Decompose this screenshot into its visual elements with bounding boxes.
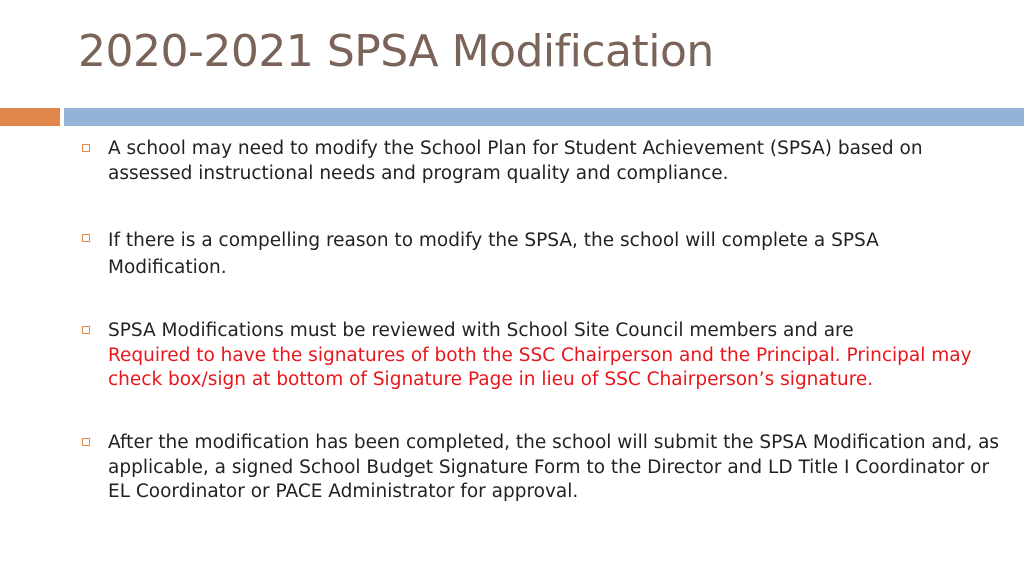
bullet-text: After the modification has been completed, the school will submit the SPSA Modification and, as applicable, a signed School Budget Signature Form to the Director and LD Title I Coordinator or EL Coordinator or PACE Administrator for approval. xyxy=(108,432,1000,502)
bullet-item xyxy=(80,319,1000,393)
square-bullet-icon xyxy=(82,326,90,334)
slide-title: 2020-2021 SPSA Modification xyxy=(78,26,714,77)
accent-bar-blue xyxy=(64,108,1024,126)
bullet-text xyxy=(108,227,879,281)
bullet-text-line: Modification. xyxy=(108,257,227,278)
accent-bar-orange xyxy=(0,108,60,126)
bullet-text-emphasis: Required to have the signatures of both the SSC Chairperson and the Principal. Principal may check box/sign at bottom of Signature Page in lieu of SSC Chairperson’s signature. xyxy=(108,344,972,390)
square-bullet-icon xyxy=(82,234,90,242)
bullet-text xyxy=(108,319,1000,393)
bullet-text-line: If there is a compelling reason to modify the SPSA, the school will complete a SPSA xyxy=(108,230,879,251)
bullet-text-lead: SPSA Modifications must be reviewed with School Site Council members and are xyxy=(108,320,854,341)
bullet-item xyxy=(80,137,1000,186)
bullet-text: A school may need to modify the School Plan for Student Achievement (SPSA) based on assessed instructional needs and program quality and compliance. xyxy=(108,138,923,184)
bullet-item xyxy=(80,227,879,281)
square-bullet-icon xyxy=(82,144,90,152)
bullet-item xyxy=(80,431,1000,505)
square-bullet-icon xyxy=(82,438,90,446)
